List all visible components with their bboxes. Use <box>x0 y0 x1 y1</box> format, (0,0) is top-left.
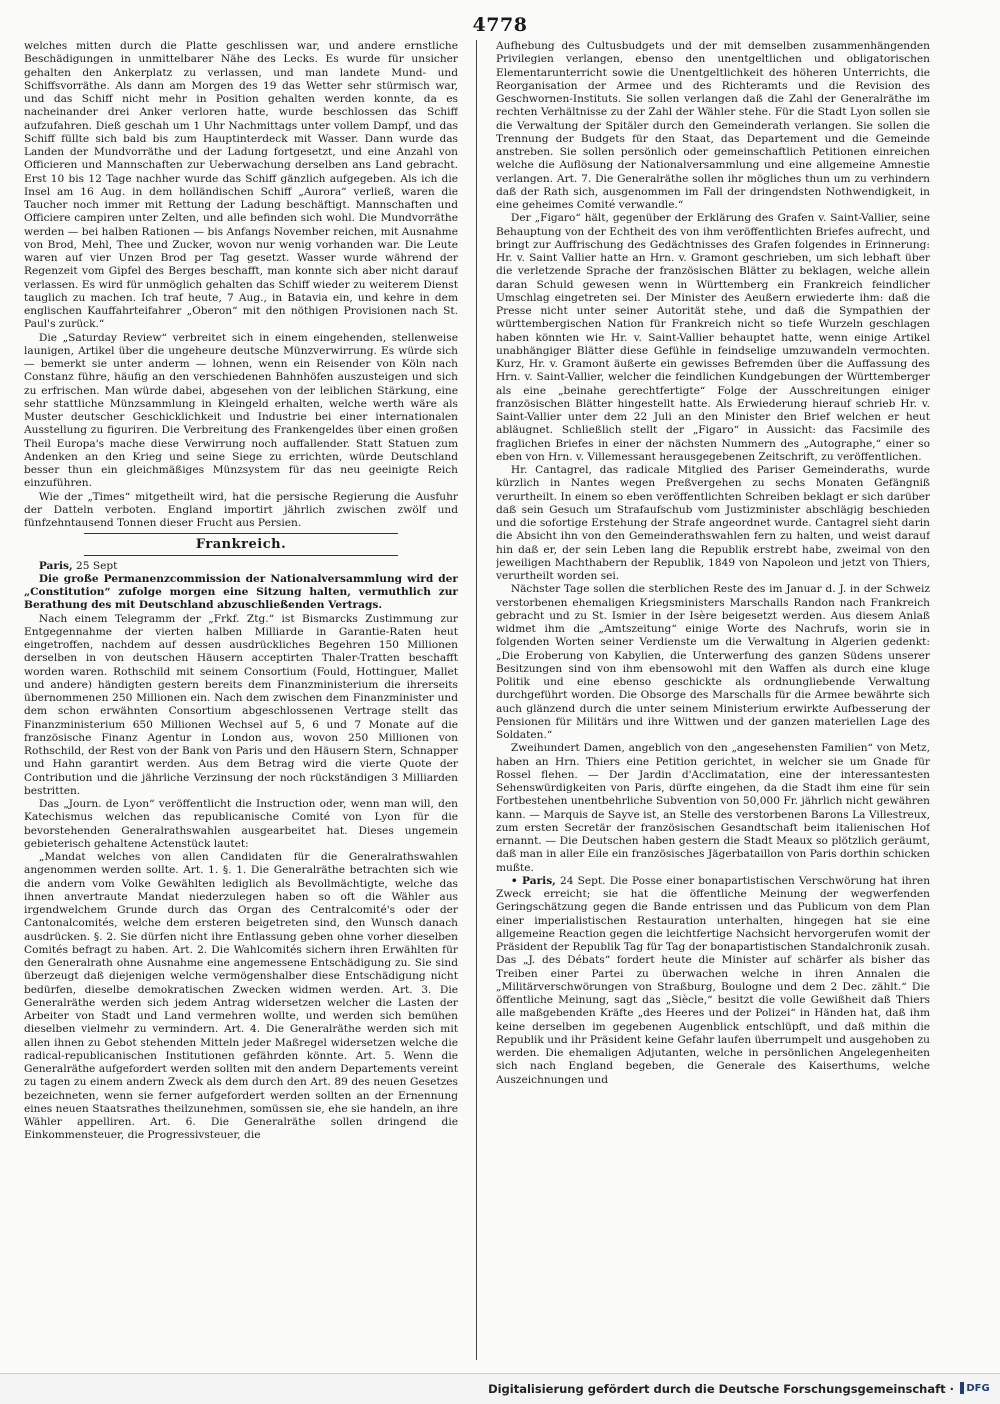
page-number: 4778 <box>472 14 528 36</box>
article-paragraph: Das „Journ. de Lyon“ veröffentlicht die Instruction oder, wenn man will, den Katechismus welchen das republicanische Comité von Lyon für die bevorstehenden Generalrathswahlen ausgearbeitet hat. Dieses ungemein gebieterisch gehaltene Actenstück lautet: <box>24 798 458 850</box>
dateline-city: • Paris, <box>510 874 556 887</box>
dateline-date: 24 Sept. <box>560 874 606 887</box>
article-paragraph: Der „Figaro“ hält, gegenüber der Erklärung des Grafen v. Saint-Vallier, seine Behauptung von der Echtheit des von ihm veröffentlichten Briefes aufrecht, und bringt zur Auffrischung des Gedächtnisses des Grafen folgendes in Erinnerung: Hr. v. Saint Vallier hatte an Hrn. v. Gramont geschrieben, um sich lebhaft über die verletzende Sprache der französischen Blätter zu beklagen, welche allein daran Schuld gewesen wenn in Württemberg ein Frankreich feindlicher Umschlag eingetreten sei. Der Minister des Aeußern erwiederte ihm: daß die Presse nicht unter seiner Autorität stehe, und daß die Sympathien der württembergischen Nation für Frankreich nicht so tiefe Wurzeln geschlagen haben könnten wie Hr. v. Saint-Vallier behauptet hatte, wenn einige Artikel unabhängiger Blätter diese Gefühle in feindselige umzuwandeln vermochten. Kurz, Hr. v. Gramont äußerte ein gewisses Befremden über die Auffassung des Hrn. v. Saint-Vallier, welcher die feindlichen Kundgebungen der Württemberger als eine „beinahe gerechtfertigte“ Folge der Ausschreitungen einiger französischen Blätter hingestellt hatte. Als Erwiederung hierauf schrieb Hr. v. Saint-Vallier unter dem 22 Juli an den Minister den Brief welchen er heut abläugnet. Schließlich stellt der „Figaro“ in Aussicht: das Facsimile des fraglichen Briefes in einer der nächsten Nummern des „Autographe,“ einer so eben von Hrn. v. Villemessant herausgegebenen Zeitschrift, zu veröffentlichen. <box>496 212 930 463</box>
article-paragraph: Nächster Tage sollen die sterblichen Reste des im Januar d. J. in der Schweiz verstorbenen ehemaligen Kriegsministers Marschalls Randon nach Frankreich gebracht und zu St. Ismier in der Isère beigesetzt werden. Aus diesem Anlaß widmet ihm die „Amtszeitung“ einige Worte des Nachrufs, worin sie in folgenden Worten seiner Verdienste um die Verwaltung in Algerien gedenkt: „Die Eroberung von Kabylien, die Unterwerfung des ganzen Südens unserer Besitzungen sind von ihm ebensowohl mit den Waffen als durch eine kluge Politik und eine ebenso geschickte als ordnungliebende Verwaltung durchgeführt worden. Die Obsorge des Marschalls für die Armee bewährte sich auch glänzend durch die unter seinem Ministerium erwirkte Aufbesserung der Pensionen für Militärs und ihre Wittwen und der ganzen materiellen Lage des Soldaten.“ <box>496 583 930 741</box>
section-heading-frankreich: Frankreich. <box>195 537 287 553</box>
dateline-city: Paris, <box>38 559 73 572</box>
dfg-logo-icon <box>960 1380 990 1396</box>
article-paragraph: Hr. Cantagrel, das radicale Mitglied des Pariser Gemeinderaths, wurde kürzlich in Nantes wegen Preßvergehen zu sechs Monaten Gefängniß verurtheilt. In einem so eben veröffentlichten Schreiben beklagt er sich darüber daß sein Gesuch um Strafaufschub vom Justizminister abschlägig beschieden und die sofortige Erstehung der Strafe angeordnet wurde. Cantagrel sieht darin die Absicht ihn von den Gemeinderathswahlen fern zu halten, und weist darauf hin daß er, der sein Leben lang die Republik erstrebt habe, zweimal von den jeweiligen Machthabern der Republik, 1849 von Napoleon und jetzt von Thiers, verurtheilt worden sei. <box>496 464 930 582</box>
dfg-logo-text: DFG <box>966 1382 990 1394</box>
article-paragraph: Aufhebung des Cultusbudgets und der mit demselben zusammenhängenden Privilegien verlangen, ebenso den unentgeltlichen und obligatorischen Elementarunterricht sowie die Unentgeltlichkeit des höheren Unterrichts, die Reorganisation der Armee und des Richteramts und die Revision des Geschwornen-Instituts. Sie sollen verlangen daß die Zahl der Generalräthe im rechten Verhältnisse zu der Zahl der Wähler stehe. Für die Stadt Lyon sollen sie die Verwaltung der Spitäler durch den Gemeinderath verlangen. Sie sollen die Trennung der Budgets für den Staat, das Departement und die Gemeinde anstreben. Sie sollen persönlich oder gemeinschaftlich Petitionen einreichen welche die Auflösung der Nationalversammlung und eine allgemeine Amnestie verlangen. Art. 7. Die Generalräthe sollen ihr mögliches thun um zu verhindern daß der Rath sich, ausgenommen im Fall der dringendsten Nothwendigkeit, in eine geheimes Comité verwandle.“ <box>496 40 930 211</box>
dfg-logo-mark <box>960 1382 964 1394</box>
dateline-paragraph <box>24 560 458 573</box>
section-rule <box>84 555 398 556</box>
dateline-date: 25 Sept <box>76 559 118 572</box>
article-text: Die Posse einer bonapartistischen Verschwörung hat ihren Zweck erreicht; sie hat die öffentliche Meinung der wegwerfenden Geringschätzung gegen die Bande entrissen und das Publicum von dem Plan einer imperialistischen Restauration unterhalten, hingegen hat sie eine allgemeine Reaction gegen die leichtfertige Nachsicht hervorgerufen womit der Präsident der Republik Tag für Tag der bonapartistischen Standalchronik zusah. Das „J. des Débats“ fordert heute die Minister auf schärfer als bisher das Treiben einer Partei zu überwachen welche in ihren Annalen die „Militärverschwörungen von Straßburg, Boulogne und dem 2 Dec. zählt.“ Die öffentliche Meinung, sagt das „Siècle,“ besitzt die volle Gewißheit daß Thiers alle maßgebenden Kräfte „des Heeres und der Polizei“ in Händen hat, daß ihm keine derselben im gegebenen Augenblick entschlüpft, und daß mithin die Republik und ihr Präsident keine Gefahr laufen überrumpelt und ausgehoben zu werden. Die ehemaligen Adjutanten, welche in persönlichen Angelegenheiten sich nach England begeben, die Generale des Kaiserthums, welche Auszeichnungen und <box>496 874 930 1086</box>
article-paragraph <box>496 875 930 1087</box>
article-paragraph: „Mandat welches von allen Candidaten für die Generalrathswahlen angenommen werden sollte. Art. 1. §. 1. Die Generalräthe betrachten sich wie die andern vom Volke Gewählten lediglich als Bevollmächtigte, welche das ihnen anvertraute Mandat niederzulegen haben so oft die Wähler aus irgendwelchem Grunde durch das Organ des Centralcomité's oder der Cantonalcomités, welche dem ersteren beigetreten sind, den Wunsch danach ausdrücken. §. 2. Sie dürfen nicht ihre Entlassung geben ohne vorher dieselben Comités befragt zu haben. Art. 2. Die Wahlcomités sichern ihren Erwählten für den Generalrath ohne Ausnahme eine angemessene Entschädigung zu. Sie sind überzeugt daß diejenigen welche vermögenshalber diese Entschädigung nicht bedürfen, dieselbe demokratischen Zwecken widmen werden. Art. 3. Die Generalräthe werden sich jedem Antrag widersetzen welcher die Lasten der Arbeiter von Stadt und Land vermehren wollte, und werden sich bemühen dieselben vielmehr zu vermindern. Art. 4. Die Generalräthe werden sich mit allen ihnen zu Gebot stehenden Mitteln jeder Maßregel widersetzen welche die radical-republicanischen Institutionen gefährden könnte. Art. 5. Wenn die Generalräthe aufgefordert werden sollten mit den andern Departements vereint zu tagen zu einem andern Zweck als dem durch den Art. 89 des neuen Gesetzes bezeichneten, wenn sie ferner aufgefordert werden sollten an der Ernennung eines neuen Staatsrathes theilzunehmen, somüssen sie, ehe sie handeln, an ihre Wähler appelliren. Art. 6. Die Generalräthe sollen dringend die Einkommensteuer, die Progressivsteuer, die <box>24 851 458 1142</box>
right-column <box>496 40 930 1368</box>
article-paragraph: Wie der „Times“ mitgetheilt wird, hat die persische Regierung die Ausfuhr der Datteln verboten. England importirt jährlich zwischen zwölf und fünfzehntausend Tonnen dieser Frucht aus Persien. <box>24 490 458 529</box>
article-paragraph: Die „Saturday Review“ verbreitet sich in einem eingehenden, stellenweise launigen, Artikel über die ungeheure deutsche Münzverwirrung. Es würde sich — bemerkt sie unter anderm — lohnen, wenn ein Reisender von Köln nach Constanz führe, häufig an den verschiedenen Bahnhöfen auszusteigen und sich zu erfrischen. Man würde dabei, abgesehen von der leiblichen Stärkung, eine sehr stattliche Münzsammlung in Kleingeld erhalten, welche werth wäre als Muster deutscher Geschicklichkeit und Industrie bei einer internationalen Ausstellung zu figuriren. Die Verbreitung des Frankengeldes über einen großen Theil Europa's mache diese Verwirrung noch auffallender. Statt Statuen zum Andenken an den Krieg und seine Siege zu errichten, würde Deutschland besser thun ein gleichmäßiges Münzsystem für das neu geeinigte Reich einzuführen. <box>24 331 458 490</box>
left-column <box>24 40 458 1368</box>
column-divider <box>476 40 477 1360</box>
funding-credit: Digitalisierung gefördert durch die Deutsche Forschungsgemeinschaft · <box>488 1382 954 1396</box>
article-paragraph: Zweihundert Damen, angeblich von den „angesehensten Familien“ von Metz, haben an Hrn. Thiers eine Petition gerichtet, in welcher sie um Gnade für Rossel flehen. — Der Jardin d'Acclimatation, eine der interessantesten Sehenswürdigkeiten von Paris, dürfte eingehen, da die Stadt ihm eine für sein Fortbestehen unentbehrliche Subvention von 50,000 Fr. jährlich nicht gewähren kann. — Marquis de Sayve ist, an Stelle des verstorbenen Barons La Villestreux, zum ersten Secretär der französischen Gesandtschaft beim italienischen Hof ernannt. — Die Deutschen haben gestern die Stadt Meaux so plötzlich geräumt, daß man in aller Eile ein französisches Jägerbataillon von Paris dorthin schicken mußte. <box>496 742 930 874</box>
article-paragraph: Nach einem Telegramm der „Frkf. Ztg.“ ist Bismarcks Zustimmung zur Entgegennahme der vierten halben Milliarde in Garantie-Raten heut eingetroffen, nachdem auf dessen ausdrückliches Begehren 150 Millionen derselben in von deutschen Häusern acceptirten Thaler-Tratten beschafft worden waren. Rothschild mit seinem Consortium (Fould, Hottinguer, Mallet und andere) händigten gestern bereits dem Finanzministerium die ihrerseits übernommenen 250 Millionen ein. Nach dem zwischen dem Finanzminister und dem schon erwähnten Consortium abgeschlossenen Vertrage stellt das Finanzministerium 650 Millionen Wechsel auf 5, 6 und 7 Monate auf die französische Finanz Agentur in London aus, wovon 250 Millionen von Rothschild, der Rest von der Bank von Paris und den Häusern Stern, Schnapper und Hahn garantirt werden. Aus dem Betrag wird die vierte Quote der Contribution und die jährliche Verzinsung der noch rückständigen 3 Milliarden bestritten. <box>24 612 458 797</box>
article-paragraph: welches mitten durch die Platte geschlissen war, und andere ernstliche Beschädigungen in unmittelbarer Nähe des Lecks. Es wurde für unsicher gehalten den Ankerplatz zu verlassen, und man landete Mund- und Schiffsvorräthe. Als dann am Morgen des 19 das Wetter sehr stürmisch war, und das Schiff nicht mehr in Position gehalten werden konnte, da es nacheinander drei Anker verloren hatte, wurde beschlossen das Schiff aufzufahren. Dieß geschah um 1 Uhr Nachmittags unter vollem Dampf, und das Schiff füllte sich bald bis zum Hauptinterdeck mit Wasser. Dann wurde das Landen der Mundvorräthe und der Ladung fortgesetzt, und eine Anzahl von Officieren und Mannschaften zur Ueberwachung derselben ans Land gebracht. Erst 10 bis 12 Tage nachher wurde das Schiff gänzlich aufgegeben. Als ich die Insel am 16 Aug. in dem holländischen Schiff „Aurora“ verließ, waren die Taucher noch immer mit Rettung der Ladung beschäftigt. Mannschaften und Officiere campiren unter Zelten, und alle befinden sich wohl. Die Mundvorräthe werden — bei halben Rationen — bis Anfangs November reichen, mit Ausnahme von Brod, Mehl, Thee und Zucker, wovon nur wenig vorhanden war. Die Leute waren auf vier Unzen Brod per Tag gesetzt. Wasser wurde während der Regenzeit vom Gipfel des Berges beschafft, man konnte sich aber nicht darauf verlassen. Es wird für unmöglich gehalten das Schiff wieder zu weiterem Dienst tauglich zu machen. Ich traf heute, 7 Aug., in Batavia ein, und kehre in dem englischen Kauffahrteifahrer „Oberon“ mit den nöthigen Provisionen nach St. Paul's zurück.“ <box>24 40 458 331</box>
section-rule <box>84 533 398 534</box>
footer-bar <box>0 1373 1000 1404</box>
article-paragraph: Die große Permanenzcommission der Nationalversammlung wird der „Constitution“ zufolge morgen eine Sitzung halten, vermuthlich zur Berathung des mit Deutschland abzuschließenden Vertrags. <box>24 572 458 612</box>
